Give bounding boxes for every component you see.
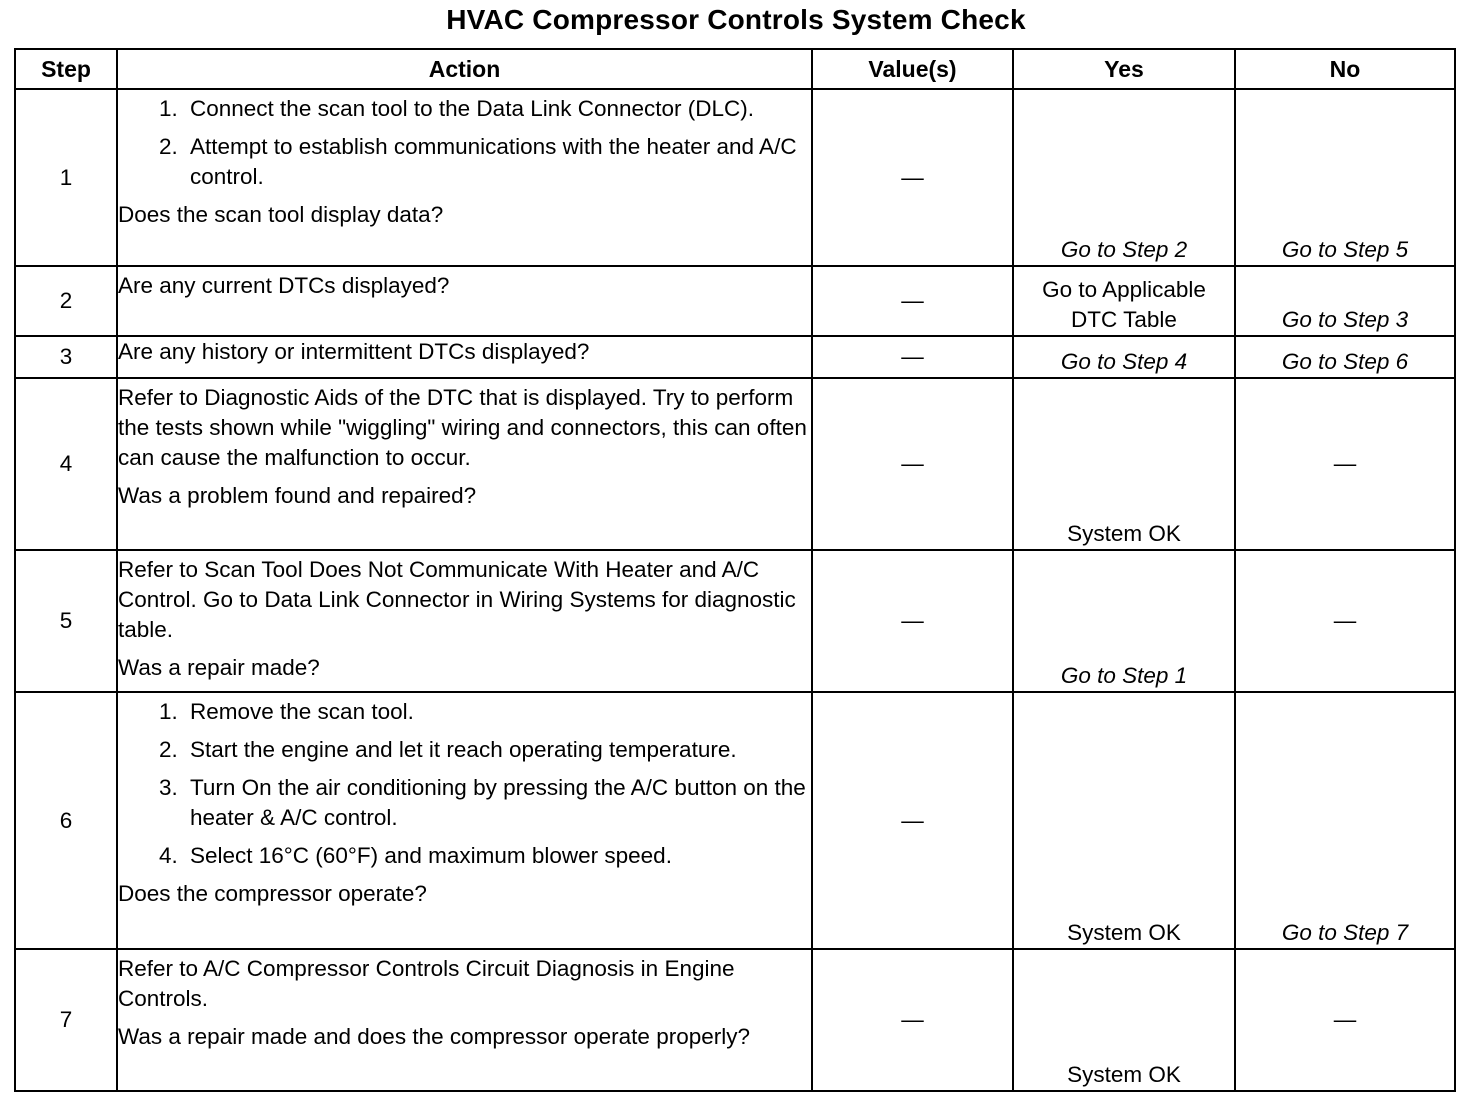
- table-row: [15, 336, 1455, 378]
- action-cell: [117, 378, 812, 550]
- system-check-table: [14, 48, 1456, 1092]
- value-text: —: [901, 288, 924, 313]
- value-text: —: [901, 1007, 924, 1032]
- yes-result-line: DTC Table: [1071, 307, 1177, 332]
- no-result: Go to Step 3: [1235, 266, 1455, 336]
- value-cell: [812, 266, 1013, 336]
- no-result: Go to Step 5: [1235, 89, 1455, 266]
- column-header-step: Step: [15, 49, 117, 89]
- action-cell: [117, 266, 812, 336]
- column-header-no: No: [1235, 49, 1455, 89]
- page-title: HVAC Compressor Controls System Check: [446, 4, 1026, 35]
- yes-result: System OK: [1013, 378, 1235, 550]
- step-number: 1: [15, 89, 117, 266]
- yes-result-line: Go to Applicable: [1042, 277, 1206, 302]
- value-text: —: [901, 164, 924, 190]
- action-text: Refer to A/C Compressor Controls Circuit Diagnosis in Engine Controls.: [118, 956, 735, 1011]
- header-row: [15, 49, 1455, 89]
- action-cell: [117, 550, 812, 692]
- value-cell: [812, 336, 1013, 378]
- action-cell: [117, 692, 812, 949]
- table-row: [15, 378, 1455, 550]
- table-row: [15, 550, 1455, 692]
- action-question: Was a repair made and does the compressor operate properly?: [118, 1024, 750, 1049]
- table-row: [15, 692, 1455, 949]
- step-number: 5: [15, 550, 117, 692]
- value-text: —: [901, 807, 924, 833]
- action-steps-list: [118, 697, 811, 871]
- column-header-yes: Yes: [1013, 49, 1235, 89]
- list-item: 1. Remove the scan tool.: [184, 697, 811, 727]
- yes-result: Go to Step 1: [1013, 550, 1235, 692]
- action-cell: [117, 89, 812, 266]
- table-row: [15, 266, 1455, 336]
- list-item: 2. Attempt to establish communications with the heater and A/C control.: [184, 132, 811, 192]
- yes-result: System OK: [1013, 949, 1235, 1091]
- no-result: Go to Step 6: [1235, 336, 1455, 378]
- action-text: Refer to Scan Tool Does Not Communicate With Heater and A/C Control. Go to Data Link Connector in Wiring Systems for diagnostic table.: [118, 557, 796, 642]
- action-question: Was a repair made?: [118, 655, 320, 680]
- value-cell: [812, 550, 1013, 692]
- no-result: —: [1235, 949, 1455, 1091]
- list-item: 3. Turn On the air conditioning by pressing the A/C button on the heater & A/C control.: [184, 773, 811, 833]
- action-text: Refer to Diagnostic Aids of the DTC that is displayed. Try to perform the tests shown while "wiggling" wiring and connectors, this can often can cause the malfunction to occur.: [118, 385, 807, 470]
- action-steps-list: [118, 94, 811, 192]
- no-result: —: [1235, 378, 1455, 550]
- value-text: —: [901, 451, 924, 476]
- action-cell: [117, 336, 812, 378]
- yes-result: Go to Step 4: [1013, 336, 1235, 378]
- yes-result: [1013, 266, 1235, 336]
- step-number: 7: [15, 949, 117, 1091]
- action-cell: [117, 949, 812, 1091]
- step-number: 2: [15, 266, 117, 336]
- table-row: [15, 949, 1455, 1091]
- value-cell: [812, 378, 1013, 550]
- value-cell: [812, 692, 1013, 949]
- step-number: 4: [15, 378, 117, 550]
- list-item: 1. Connect the scan tool to the Data Link Connector (DLC).: [184, 94, 811, 124]
- action-question: Are any current DTCs displayed?: [118, 273, 450, 298]
- value-cell: [812, 949, 1013, 1091]
- column-header-values: Value(s): [812, 49, 1013, 89]
- column-header-action: Action: [117, 49, 812, 89]
- no-result: Go to Step 7: [1235, 692, 1455, 949]
- value-text: —: [901, 608, 924, 633]
- no-result: —: [1235, 550, 1455, 692]
- action-question: Was a problem found and repaired?: [118, 483, 477, 508]
- action-question: Does the compressor operate?: [118, 881, 427, 906]
- yes-result: Go to Step 2: [1013, 89, 1235, 266]
- yes-result: System OK: [1013, 692, 1235, 949]
- table-row: [15, 89, 1455, 266]
- step-number: 3: [15, 336, 117, 378]
- value-text: —: [901, 344, 924, 369]
- list-item: 4. Select 16°C (60°F) and maximum blower speed.: [184, 841, 811, 871]
- value-cell: [812, 89, 1013, 266]
- list-item: 2. Start the engine and let it reach operating temperature.: [184, 735, 811, 765]
- step-number: 6: [15, 692, 117, 949]
- action-question: Does the scan tool display data?: [118, 202, 444, 227]
- action-question: Are any history or intermittent DTCs displayed?: [118, 339, 590, 364]
